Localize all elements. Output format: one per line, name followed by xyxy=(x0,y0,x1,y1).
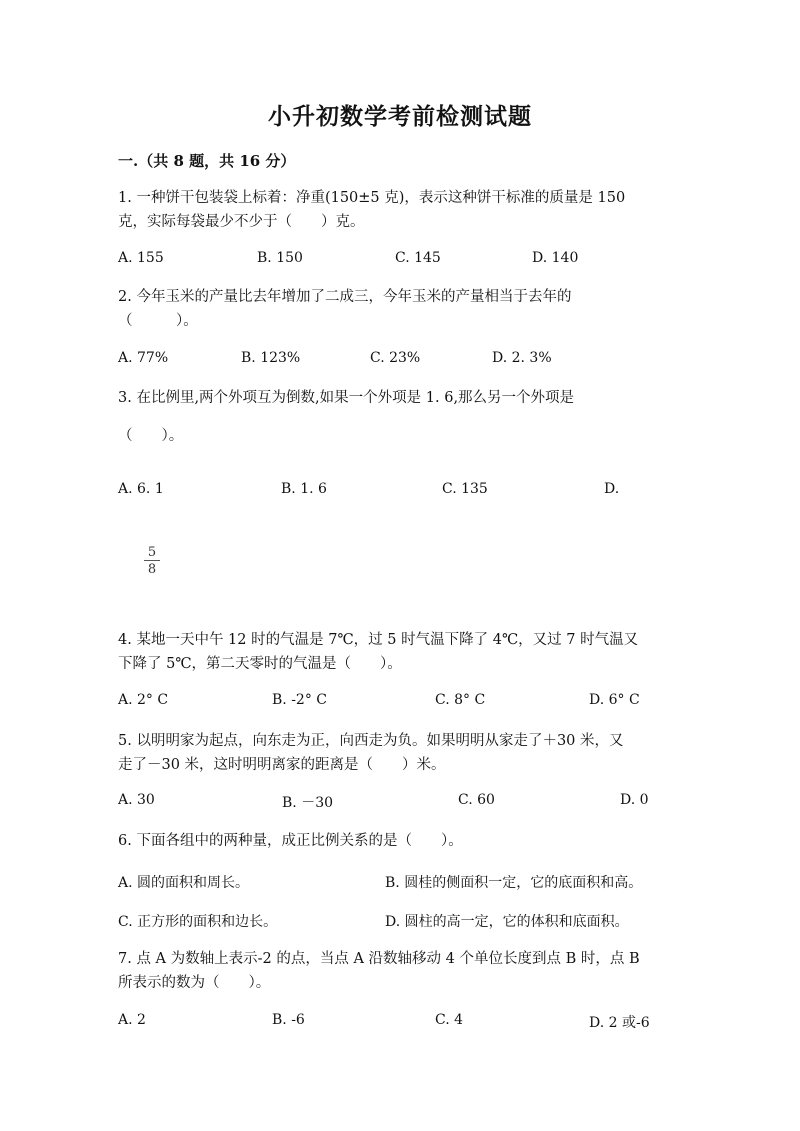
page-title: 小升初数学考前检测试题 xyxy=(268,103,532,130)
question-1-option-d[interactable]: D. 140 xyxy=(532,250,579,266)
question-6-line-1: 6. 下面各组中的两种量，成正比例关系的是（ ）。 xyxy=(118,833,463,849)
question-7-option-c[interactable]: C. 4 xyxy=(435,1012,464,1028)
question-4-line-2: 下降了 5℃，第二天零时的气温是（ ）。 xyxy=(118,656,402,672)
question-1-line-1: 1. 一种饼干包装袋上标着：净重(150±5 克)，表示这种饼干标准的质量是 150 xyxy=(118,190,626,206)
question-2-line-1: 2. 今年玉米的产量比去年增加了二成三，今年玉米的产量相当于去年的 xyxy=(118,289,572,305)
question-1-option-b[interactable]: B. 150 xyxy=(257,250,303,266)
question-4-option-a[interactable]: A. 2° C xyxy=(118,692,169,708)
question-4 xyxy=(118,628,678,676)
question-1-line-2: 克，实际每袋最少不少于（ ）克。 xyxy=(118,214,365,230)
question-5-line-1: 5. 以明明家为起点，向东走为正，向西走为负。如果明明从家走了＋30 米，又 xyxy=(118,733,624,749)
section-heading: 一.（共 8 题，共 16 分） xyxy=(118,152,296,170)
question-1 xyxy=(118,186,678,234)
question-5-line-2: 走了－30 米，这时明明离家的距离是（ ）米。 xyxy=(118,757,446,773)
question-6-option-d[interactable]: D. 圆柱的高一定，它的体积和底面积。 xyxy=(385,914,629,930)
question-7-option-a[interactable]: A. 2 xyxy=(118,1012,146,1028)
question-6-option-b[interactable]: B. 圆桂的侧面积一定，它的底面积和高。 xyxy=(385,875,643,891)
question-3-line-2: （ ）。 xyxy=(118,428,184,444)
question-3-line-1: 3. 在比例里,两个外项互为倒数,如果一个外项是 1. 6,那么另一个外项是 xyxy=(118,390,575,406)
question-7-line-1: 7. 点 A 为数轴上表示-2 的点，当点 A 沿数轴移动 4 个单位长度到点 B 时，点 B xyxy=(118,951,640,967)
question-1-option-c[interactable]: C. 145 xyxy=(395,250,441,266)
question-2-option-b[interactable]: B. 123% xyxy=(241,350,301,366)
question-7-option-b[interactable]: B. -6 xyxy=(272,1012,305,1028)
question-4-line-1: 4. 某地一天中午 12 时的气温是 7℃，过 5 时气温下降了 4℃，又过 7 时气温又 xyxy=(118,632,639,648)
question-6-option-a[interactable]: A. 圆的面积和周长。 xyxy=(118,875,250,891)
question-2-line-2: （ ）。 xyxy=(118,313,198,329)
question-5 xyxy=(118,729,678,777)
question-5-option-c[interactable]: C. 60 xyxy=(458,792,495,808)
question-2-option-d[interactable]: D. 2. 3% xyxy=(492,350,552,366)
question-4-option-b[interactable]: B. -2° C xyxy=(272,692,327,708)
question-7-line-2: 所表示的数为（ ）。 xyxy=(118,975,271,991)
question-3-option-b[interactable]: B. 1. 6 xyxy=(281,481,327,497)
question-7-option-d[interactable]: D. 2 或-6 xyxy=(589,1015,650,1031)
question-3-option-a[interactable]: A. 6. 1 xyxy=(118,481,164,497)
question-2-option-a[interactable]: A. 77% xyxy=(118,350,169,366)
question-3-option-c[interactable]: C. 135 xyxy=(442,481,488,497)
question-5-option-b[interactable]: B. －30 xyxy=(282,795,334,811)
question-6-option-c[interactable]: C. 正方形的面积和边长。 xyxy=(118,914,278,930)
fraction-denominator: 8 xyxy=(147,562,157,577)
question-5-option-a[interactable]: A. 30 xyxy=(118,792,155,808)
question-1-option-a[interactable]: A. 155 xyxy=(118,250,164,266)
question-2-option-c[interactable]: C. 23% xyxy=(370,350,421,366)
question-3-option-d[interactable]: D. xyxy=(604,481,620,497)
fraction-numerator: 5 xyxy=(147,545,157,560)
question-3-option-d-fraction[interactable] xyxy=(144,546,160,576)
question-2 xyxy=(118,285,678,333)
question-7 xyxy=(118,947,678,995)
question-4-option-d[interactable]: D. 6° C xyxy=(589,692,640,708)
question-5-option-d[interactable]: D. 0 xyxy=(620,792,649,808)
question-4-option-c[interactable]: C. 8° C xyxy=(435,692,486,708)
fraction-bar xyxy=(144,560,160,561)
